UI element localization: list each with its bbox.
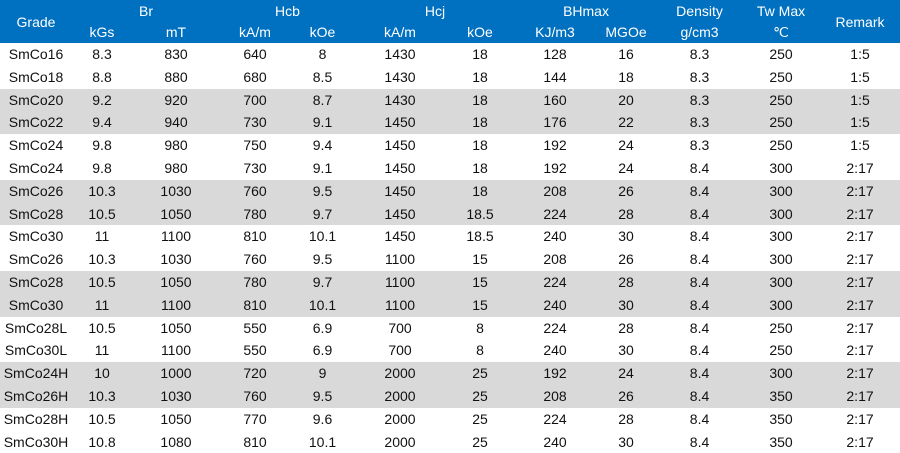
cell-bh-mgoe: 20 [618,91,634,108]
cell-hcj-koe: 18 [472,68,488,85]
cell-hcj-kam: 1450 [384,159,416,176]
cell-remark: 2:17 [846,296,874,313]
cell-density: 8.4 [689,433,710,450]
cell-remark: 1:5 [850,114,870,131]
cell-density: 8.4 [689,159,710,176]
table-row [0,111,900,134]
cell-density: 8.3 [689,46,710,62]
cell-bh-kjm3: 224 [543,410,567,427]
table-row [0,66,900,89]
cell-bh-mgoe: 30 [618,228,634,245]
cell-density: 8.4 [689,387,710,404]
cell-tw-max: 300 [769,273,793,290]
cell-hcj-kam: 1100 [384,251,416,268]
cell-hcb-koe: 8.7 [312,91,333,108]
cell-hcj-koe: 15 [472,251,488,268]
cell-bh-mgoe: 26 [618,387,634,404]
cell-density: 8.4 [689,410,710,427]
cell-hcj-kam: 1430 [384,68,416,85]
cell-hcj-kam: 1430 [384,46,416,62]
cell-tw-max: 250 [769,46,793,62]
table-row [0,317,900,340]
cell-br-kgs: 11 [94,228,110,245]
cell-hcb-koe: 9.5 [312,251,333,268]
cell-hcb-koe: 9.7 [312,273,333,290]
cell-bh-kjm3: 240 [543,342,567,359]
cell-hcb-kam: 550 [243,342,267,359]
cell-density: 8.4 [689,205,710,222]
cell-bh-kjm3: 224 [543,319,567,336]
cell-bh-mgoe: 26 [618,182,634,199]
cell-bh-mgoe: 28 [618,410,634,427]
cell-bh-kjm3: 128 [543,46,567,62]
cell-tw-max: 250 [769,68,793,85]
cell-hcb-kam: 780 [243,205,267,222]
cell-tw-max: 350 [769,433,793,450]
cell-br-kgs: 10.5 [88,273,116,290]
unit-tw: ℃ [773,24,789,40]
cell-tw-max: 300 [769,159,793,176]
table-row [0,180,900,203]
cell-hcj-koe: 18 [472,91,488,108]
cell-br-mt: 1050 [160,319,192,336]
cell-hcj-koe: 18.5 [466,205,494,222]
cell-density: 8.4 [689,342,710,359]
cell-br-mt: 980 [164,159,188,176]
cell-grade: SmCo26 [8,182,64,199]
cell-bh-kjm3: 192 [543,365,567,382]
cell-hcb-kam: 810 [243,433,267,450]
table-row [0,385,900,408]
cell-bh-kjm3: 192 [543,159,567,176]
cell-hcj-koe: 15 [472,273,488,290]
table-row [0,339,900,362]
cell-grade: SmCo28 [8,205,64,222]
unit-density: g/cm3 [680,24,719,40]
cell-hcj-kam: 1100 [384,296,416,313]
cell-grade: SmCo16 [8,46,64,62]
cell-hcj-koe: 18 [472,114,488,131]
cell-hcb-koe: 6.9 [312,342,333,359]
cell-grade: SmCo24 [8,159,64,176]
cell-hcj-kam: 1450 [384,137,416,154]
cell-bh-mgoe: 30 [618,342,634,359]
cell-grade: SmCo24 [8,137,64,154]
cell-hcj-kam: 1430 [384,91,416,108]
cell-remark: 2:17 [846,342,874,359]
cell-br-mt: 920 [164,91,188,108]
cell-bh-mgoe: 24 [618,159,634,176]
cell-tw-max: 300 [769,365,793,382]
cell-grade: SmCo24H [3,365,69,382]
cell-hcj-kam: 700 [388,342,412,359]
cell-br-kgs: 9.4 [92,114,112,131]
cell-br-mt: 1030 [160,251,192,268]
cell-hcj-kam: 2000 [384,365,416,382]
cell-br-kgs: 11 [94,296,110,313]
unit-hcb-koe: kOe [309,24,336,40]
cell-hcb-koe: 10.1 [308,228,337,245]
cell-br-mt: 1050 [160,273,192,290]
cell-remark: 2:17 [846,433,874,450]
cell-bh-kjm3: 144 [543,68,567,85]
cell-hcb-kam: 730 [243,159,267,176]
table-row [0,157,900,180]
cell-grade: SmCo20 [8,91,64,108]
cell-br-mt: 980 [164,137,188,154]
cell-grade: SmCo28H [3,410,69,427]
cell-density: 8.4 [689,296,710,313]
cell-hcb-kam: 780 [243,273,267,290]
cell-hcb-kam: 760 [243,251,267,268]
cell-bh-mgoe: 22 [618,114,634,131]
cell-density: 8.4 [689,251,710,268]
unit-bh-mgoe: MGOe [605,24,647,40]
cell-grade: SmCo30 [8,228,64,245]
cell-hcb-kam: 730 [243,114,267,131]
cell-bh-kjm3: 224 [543,205,567,222]
cell-br-mt: 1050 [160,205,192,222]
cell-hcb-koe: 8 [318,46,327,62]
cell-hcj-kam: 2000 [384,387,416,404]
header-hcb: Hcb [275,3,300,19]
cell-bh-mgoe: 28 [618,205,634,222]
cell-bh-mgoe: 30 [618,433,634,450]
cell-br-kgs: 10.3 [88,387,116,404]
cell-br-kgs: 8.8 [92,68,112,85]
cell-hcb-kam: 720 [243,365,267,382]
table-row [0,134,900,157]
header-tw-max: Tw Max [756,3,806,19]
cell-br-kgs: 11 [94,342,110,359]
cell-bh-mgoe: 18 [618,68,634,85]
cell-bh-mgoe: 26 [618,251,634,268]
cell-hcj-kam: 2000 [384,410,416,427]
cell-hcj-koe: 18 [472,182,488,199]
cell-density: 8.3 [689,137,710,154]
cell-hcj-koe: 8 [476,319,484,336]
cell-tw-max: 250 [769,319,793,336]
header-br: Br [139,3,153,19]
cell-hcb-koe: 9.1 [312,114,333,131]
cell-bh-mgoe: 30 [618,296,634,313]
cell-bh-kjm3: 176 [543,114,567,131]
cell-br-mt: 1080 [160,433,192,450]
cell-hcb-koe: 9.6 [312,410,333,427]
cell-br-mt: 1030 [160,387,192,404]
cell-hcb-koe: 10.1 [308,296,337,313]
cell-tw-max: 300 [769,228,793,245]
cell-hcj-kam: 1450 [384,205,416,222]
cell-br-mt: 1030 [160,182,192,199]
cell-hcb-koe: 9.5 [312,387,333,404]
cell-hcj-koe: 15 [472,296,488,313]
cell-bh-kjm3: 192 [543,137,567,154]
cell-hcb-kam: 770 [243,410,267,427]
cell-bh-mgoe: 28 [618,319,634,336]
cell-density: 8.3 [689,114,710,131]
unit-br-mt: mT [165,24,187,40]
cell-bh-mgoe: 28 [618,273,634,290]
cell-hcb-koe: 6.9 [312,319,333,336]
header-row-titles [0,0,900,22]
cell-grade: SmCo18 [8,68,64,85]
cell-hcj-koe: 18 [472,137,488,154]
cell-remark: 2:17 [846,251,874,268]
cell-hcj-kam: 1450 [384,114,416,131]
cell-tw-max: 250 [769,137,793,154]
header-row-units [0,22,900,43]
table-row [0,225,900,248]
cell-hcb-kam: 680 [243,68,267,85]
cell-br-mt: 880 [164,68,188,85]
cell-hcj-koe: 18 [472,159,488,176]
cell-tw-max: 300 [769,205,793,222]
table-row [0,89,900,112]
cell-hcj-koe: 18 [472,46,488,62]
cell-br-mt: 1000 [160,365,192,382]
table-row [0,43,900,66]
cell-density: 8.3 [689,68,710,85]
cell-hcb-kam: 640 [243,46,267,62]
cell-bh-kjm3: 240 [543,296,567,313]
table-row [0,271,900,294]
cell-grade: SmCo26H [3,387,69,404]
cell-grade: SmCo26 [8,251,64,268]
cell-hcb-kam: 810 [243,228,267,245]
header-grade: Grade [16,13,56,30]
cell-hcb-kam: 550 [243,319,267,336]
cell-hcj-kam: 1100 [384,273,416,290]
cell-br-kgs: 8.3 [92,46,112,62]
cell-bh-kjm3: 208 [543,251,567,268]
cell-hcb-koe: 9.5 [312,182,333,199]
cell-bh-kjm3: 240 [543,228,567,245]
cell-remark: 2:17 [846,273,874,290]
unit-br-kgs: kGs [89,24,115,40]
cell-bh-kjm3: 240 [543,433,567,450]
cell-tw-max: 250 [769,114,793,131]
cell-density: 8.4 [689,182,710,199]
cell-hcb-koe: 9.1 [312,159,333,176]
cell-remark: 2:17 [846,228,874,245]
unit-hcb-kam: kA/m [239,24,271,40]
cell-hcb-kam: 760 [243,387,267,404]
cell-hcb-kam: 700 [243,91,267,108]
cell-hcj-koe: 18.5 [466,228,494,245]
cell-bh-mgoe: 24 [618,365,634,382]
cell-br-kgs: 9.2 [92,91,112,108]
cell-remark: 2:17 [846,182,874,199]
cell-br-kgs: 9.8 [92,159,112,176]
cell-density: 8.4 [689,365,710,382]
cell-remark: 1:5 [850,137,870,154]
cell-hcj-koe: 8 [476,342,484,359]
cell-grade: SmCo28L [4,319,68,336]
cell-grade: SmCo30L [4,342,68,359]
cell-tw-max: 250 [769,91,793,108]
header-density: Density [676,3,723,19]
cell-br-kgs: 10.8 [88,433,116,450]
cell-hcb-koe: 9.7 [312,205,333,222]
table-header [0,0,900,43]
unit-bh-kjm3: KJ/m3 [535,24,575,40]
cell-remark: 1:5 [850,46,870,62]
cell-remark: 2:17 [846,205,874,222]
table-body [0,43,900,453]
header-hcj: Hcj [424,3,446,19]
table-row [0,248,900,271]
cell-density: 8.4 [689,228,710,245]
cell-density: 8.4 [689,319,710,336]
cell-hcj-koe: 25 [472,365,488,382]
unit-hcj-koe: kOe [467,24,493,40]
cell-br-kgs: 10 [94,365,110,382]
cell-grade: SmCo22 [8,114,64,131]
cell-br-mt: 940 [164,114,188,131]
cell-br-kgs: 9.8 [92,137,112,154]
unit-hcj-kam: kA/m [384,24,416,40]
table-row [0,203,900,226]
cell-hcb-kam: 750 [243,137,267,154]
cell-hcb-kam: 810 [243,296,267,313]
cell-tw-max: 250 [769,342,793,359]
cell-br-mt: 1050 [160,410,192,427]
cell-bh-kjm3: 208 [543,182,567,199]
header-bhmax: BHmax [563,3,609,19]
cell-br-kgs: 10.3 [88,251,116,268]
cell-br-kgs: 10.5 [88,205,116,222]
cell-grade: SmCo30H [3,433,69,450]
cell-density: 8.3 [689,91,710,108]
table-row [0,294,900,317]
cell-tw-max: 300 [769,182,793,199]
cell-remark: 1:5 [850,68,870,85]
cell-br-mt: 1100 [160,228,192,245]
cell-hcj-kam: 1450 [384,228,416,245]
cell-bh-kjm3: 160 [543,91,567,108]
cell-tw-max: 350 [769,387,793,404]
cell-tw-max: 350 [769,410,793,427]
cell-hcb-koe: 8.5 [312,68,333,85]
cell-remark: 1:5 [850,91,870,108]
cell-hcb-kam: 760 [243,182,267,199]
cell-grade: SmCo30 [8,296,64,313]
cell-bh-mgoe: 16 [618,46,634,62]
cell-br-mt: 1100 [160,342,192,359]
cell-hcb-koe: 10.1 [308,433,337,450]
cell-br-kgs: 10.5 [88,410,116,427]
cell-hcj-kam: 700 [388,319,412,336]
table-row [0,362,900,385]
cell-bh-kjm3: 224 [543,273,567,290]
cell-tw-max: 300 [769,296,793,313]
cell-bh-mgoe: 24 [618,137,634,154]
cell-remark: 2:17 [846,410,874,427]
cell-br-kgs: 10.5 [88,319,116,336]
cell-hcj-kam: 1450 [384,182,416,199]
cell-remark: 2:17 [846,365,874,382]
cell-hcj-kam: 2000 [384,433,416,450]
cell-remark: 2:17 [846,159,874,176]
header-remark: Remark [835,13,885,30]
table-row [0,408,900,431]
cell-br-mt: 1100 [160,296,192,313]
cell-bh-kjm3: 208 [543,387,567,404]
cell-hcj-koe: 25 [472,433,488,450]
cell-tw-max: 300 [769,251,793,268]
cell-hcb-koe: 9.4 [312,137,333,154]
cell-hcj-koe: 25 [472,410,488,427]
cell-remark: 2:17 [846,387,874,404]
cell-grade: SmCo28 [8,273,64,290]
cell-br-mt: 830 [164,46,188,62]
cell-remark: 2:17 [846,319,874,336]
cell-br-kgs: 10.3 [88,182,116,199]
cell-hcj-koe: 25 [472,387,488,404]
cell-density: 8.4 [689,273,710,290]
cell-hcb-koe: 9 [318,365,327,382]
